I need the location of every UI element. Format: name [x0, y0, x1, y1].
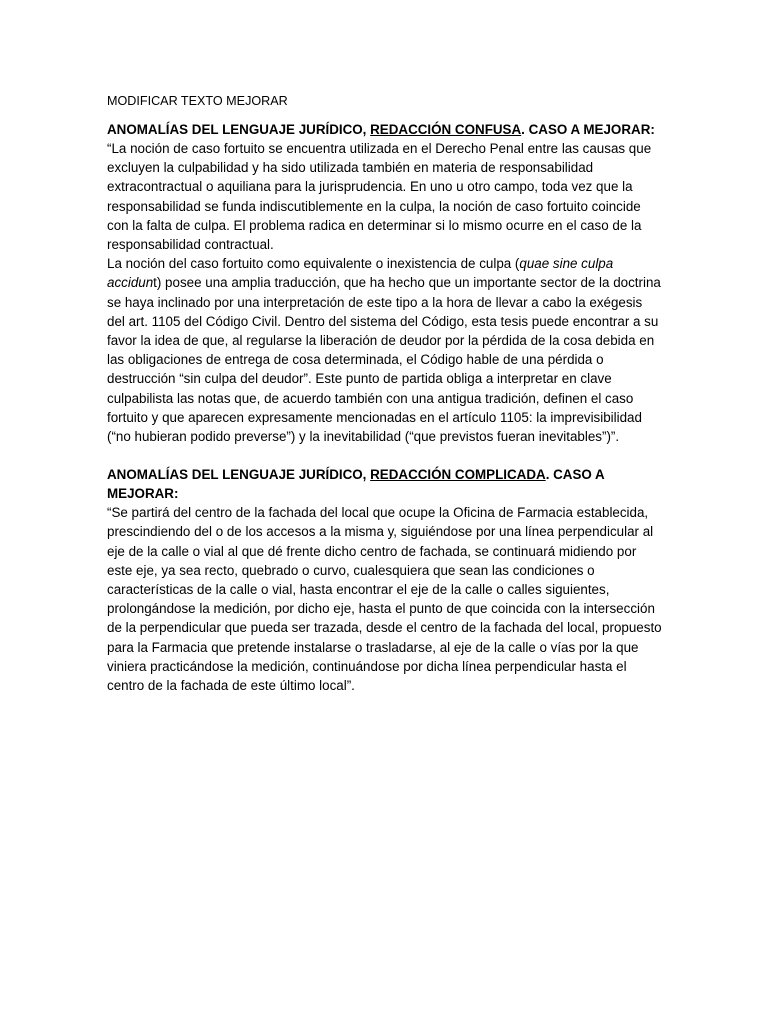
document-title: MODIFICAR TEXTO MEJORAR	[107, 94, 288, 108]
section-spacer	[107, 446, 663, 465]
paragraph-complicada-1: “Se partirá del centro de la fachada del local que ocupe la Oficina de Farmacia establecida, prescindiendo del o de los accesos a la misma y, siguiéndose por una línea perpendicular al eje de la calle o vial al que dé frente dicho centro de fachada, se continuará midiendo por este eje, ya sea recto, quebrado o curvo, cualesquiera que sean las condiciones o características de la calle o vial, hasta encontrar el eje de la calle o calles siguientes, prolongándose la medición, por dicho eje, hasta el punto de que coincida con la intersección de la perpendicular que pueda ser trazada, desde el centro de la fachada del local, propuesto para la Farmacia que pretende instalarse o trasladarse, al eje de la calle o vías por la que viniera practicándose la medición, continuándose por dicha línea perpendicular hasta el centro de la fachada de este último local”.	[107, 505, 662, 694]
paragraph-rest: t) posee una amplia traducción, que ha hecho que un importante sector de la doctrina se haya inclinado por una interpretación de este tipo a la hora de llevar a cabo la exégesis del art. 1105 del Código Civil. Dentro del sistema del Código, esta tesis puede encontrar a su favor la idea de que, al regularse la liberación de deudor por la pérdida de la cosa debida en las obligaciones de entrega de cosa determinada, el Código hable de una pérdida o destrucción “sin culpa del deudor”. Este punto de partida obliga a interpretar en clave culpabilista las notas que, de acuerdo también con una antigua tradición, definen el caso fortuito y que aparecen expresamente mencionadas en el artículo 1105: la imprevisibilidad (“no hubieran podido preverse”) y la inevitabilidad (“que previstos fueran inevitables”)”.	[107, 275, 661, 445]
heading-underlined: REDACCIÓN CONFUSA	[370, 122, 522, 137]
section-confusa	[107, 120, 663, 446]
section-heading-complicada	[107, 465, 663, 503]
heading-suffix: . CASO A MEJORAR:	[521, 122, 655, 137]
heading-underlined: REDACCIÓN COMPLICADA	[370, 467, 546, 483]
section-complicada	[107, 465, 663, 695]
paragraph-start: La noción del caso fortuito como equivalente o inexistencia de culpa (	[107, 256, 520, 272]
section-heading-confusa	[107, 120, 663, 139]
latin-phrase: quae sine culpa accidun	[107, 256, 614, 291]
heading-prefix: ANOMALÍAS DEL LENGUAJE JURÍDICO,	[107, 122, 371, 137]
paragraph-confusa-1: “La noción de caso fortuito se encuentra utilizada en el Derecho Penal entre las causas que excluyen la culpabilidad y ha sido utilizada también en materia de responsabilidad extracontractual o aquiliana para la jurisprudencia. En uno u otro campo, toda vez que la responsabilidad se funda indiscutiblemente en la culpa, la noción de caso fortuito coincide con la falta de culpa. El problema radica en determinar si lo mismo ocurre en el caso de la responsabilidad contractual.	[107, 141, 652, 253]
document-page	[107, 92, 663, 695]
heading-prefix: ANOMALÍAS DEL LENGUAJE JURÍDICO,	[107, 467, 371, 483]
paragraph-confusa-2	[107, 254, 663, 446]
heading-suffix: . CASO A MEJORAR:	[107, 467, 605, 502]
